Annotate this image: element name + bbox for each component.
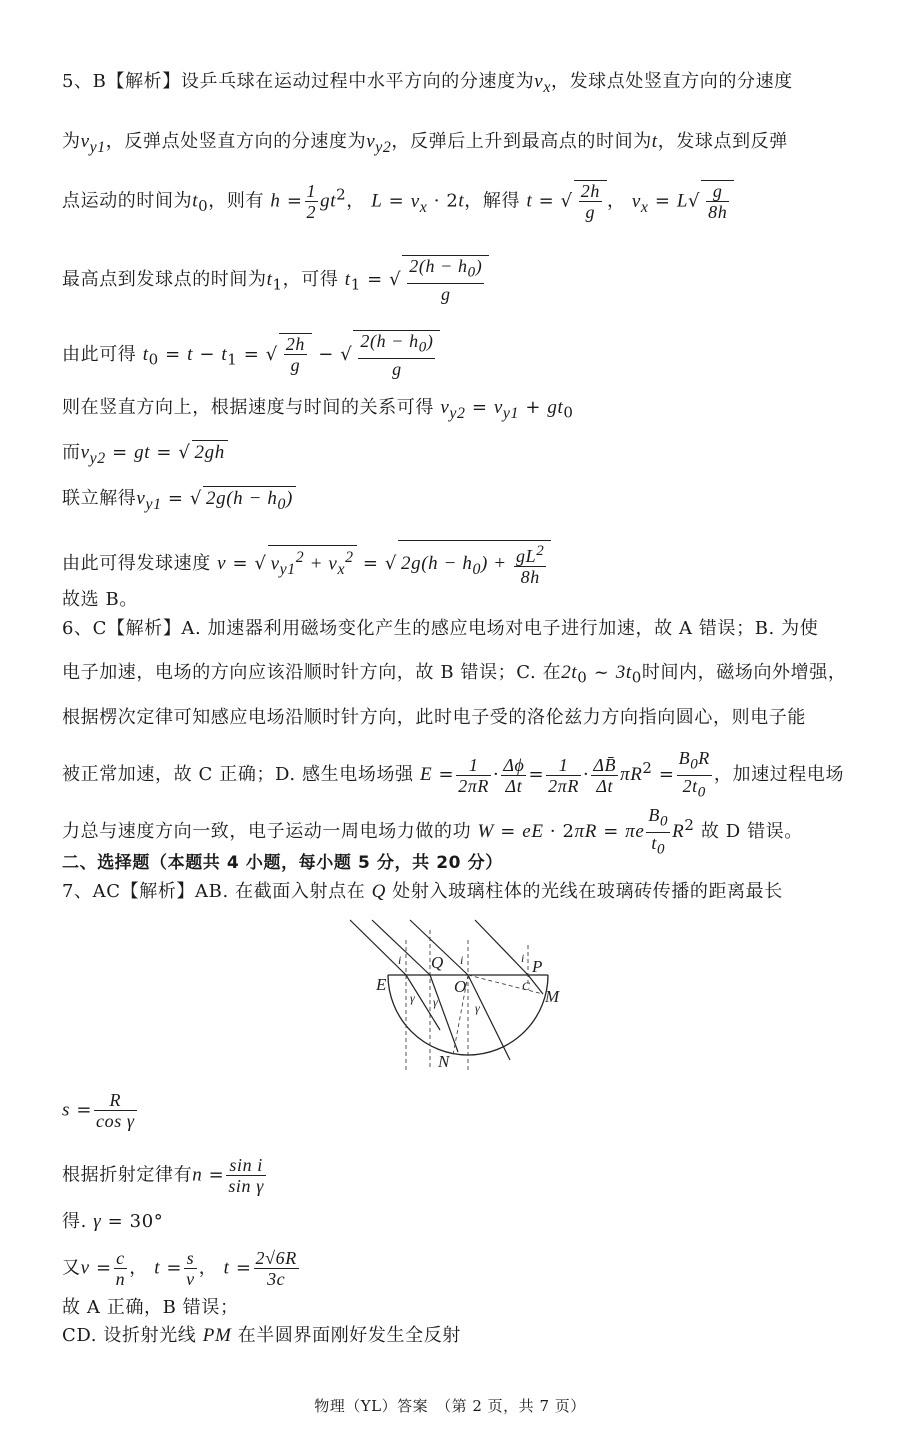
q5-line-1: 5、B【解析】设乒乓球在运动过程中水平方向的分速度为$v_x$，发球点处竖直方向的分速度 xyxy=(62,71,793,96)
page-footer: 物理（YL）答案 （第 2 页，共 7 页） xyxy=(314,1397,586,1415)
optics-diagram xyxy=(340,910,570,1080)
svg-text:Q: Q xyxy=(431,953,444,972)
time-formula-line: 又v = $\frac{c}{n}$ ， t = $\frac{s}{v}$ ， t = $\frac{2√6R}{3c}$ xyxy=(62,1248,297,1289)
q5-line-2: 为$v_{y1}$，反弹点处竖直方向的分速度为$v_{y2}$，反弹后上升到最高点的时间为t，发球点到反弹 xyxy=(62,131,788,156)
svg-text:γ: γ xyxy=(410,991,415,1005)
svg-text:E: E xyxy=(376,975,387,994)
svg-text:C: C xyxy=(522,979,531,993)
q7-cd-line: CD. 设折射光线 PM 在半圆界面刚好发生全反射 xyxy=(62,1325,461,1346)
q5-line-8: 联立解得$v_{y1}$ = √ $2g(h - h_0)$ xyxy=(62,486,296,517)
svg-text:γ: γ xyxy=(475,1001,480,1015)
svg-text:i: i xyxy=(398,953,402,967)
q5-line-3: 点运动的时间为$t_0$，则有 h = $\frac{1}{2}$ $gt^2$， $L = v_x \cdot 2t$，解得 t = √ $\frac{2h}{g}$ ， $v_x = L√$ $\frac{g}{8h}$ xyxy=(62,180,734,222)
svg-text:γ: γ xyxy=(433,995,438,1009)
q5-line-7: 而$v_{y2}$ = gt = √ 2gh xyxy=(62,440,228,471)
q6-line-2: 电子加速，电场的方向应该沿顺时针方向，故 B 错误；C. 在$2t_0$ ~ $3t_0$时间内，磁场向外增强， xyxy=(62,662,847,687)
q5-line-5: 由此可得 $t_0 = t - t_1$ = √ $\frac{2h}{g}$ − √ $\frac{2(h - h_0)}{g}$ xyxy=(62,330,440,379)
path-length-formula: s = $\frac{R}{\text{cos γ}}$ xyxy=(62,1090,135,1131)
section-heading: 二、选择题（本题共 4 小题，每小题 5 分，共 20 分） xyxy=(62,853,503,873)
snell-law-line: 根据折射定律有n = $\frac{\text{sin i}}{\text{sin γ}}$ xyxy=(62,1155,264,1196)
svg-text:P: P xyxy=(532,957,543,976)
q6-line-1: 6、C【解析】A. 加速器利用磁场变化产生的感应电场对电子进行加速，故 A 错误；B. 为使 xyxy=(62,618,819,639)
svg-text:M: M xyxy=(545,987,560,1006)
q5-conclusion: 故选 B。 xyxy=(62,589,138,610)
q6-line-3: 根据楞次定律可知感应电场沿顺时针方向，此时电子受的洛伦兹力方向指向圆心，则电子能 xyxy=(62,707,806,728)
q6-line-5: 力总与速度方向一致，电子运动一周电场力做的功 W = eE · 2πR = πe $\frac{B_0}{t_0}$ $R^2$ 故 D 错误。 xyxy=(62,805,803,858)
q5-line-4: 最高点到发球点的时间为$t_1$，可得 $t_1$ = √ $\frac{2(h - h_0)}{g}$ xyxy=(62,255,489,304)
q6-line-4: 被正常加速，故 C 正确；D. 感生电场场强 E = $\frac{1}{2\pi R}$ · $\frac{\Delta\phi}{\Delta t}$ = $\frac{1}{2\pi R}$ · $\frac{\Delta B̄}{\Delta t}$ $\pi R^2$ = $\frac{B_0R}{2t_0}$ ，加速过程电场 xyxy=(62,748,845,801)
svg-text:i: i xyxy=(521,951,525,965)
svg-text:N: N xyxy=(438,1052,450,1071)
svg-text:O: O xyxy=(454,977,467,996)
gamma-result-line: 得. γ = 30° xyxy=(62,1211,164,1232)
svg-text:i: i xyxy=(460,953,464,967)
q5-line-9: 由此可得发球速度 v = √ $v_{y1}^2 + v_x^2$ = √ $2g(h - h_0)$ + $\frac{gL^2}{8h}$ xyxy=(62,540,551,587)
q5-line-6: 则在竖直方向上，根据速度与时间的关系可得 $v_{y2} = v_{y1} + gt_0$ xyxy=(62,397,574,422)
q7-line-1: 7、AC【解析】AB. 在截面入射点在 Q 处射入玻璃柱体的光线在玻璃砖传播的距离最长 xyxy=(62,881,783,902)
q7-ab-conclusion: 故 A 正确，B 错误； xyxy=(62,1297,239,1318)
